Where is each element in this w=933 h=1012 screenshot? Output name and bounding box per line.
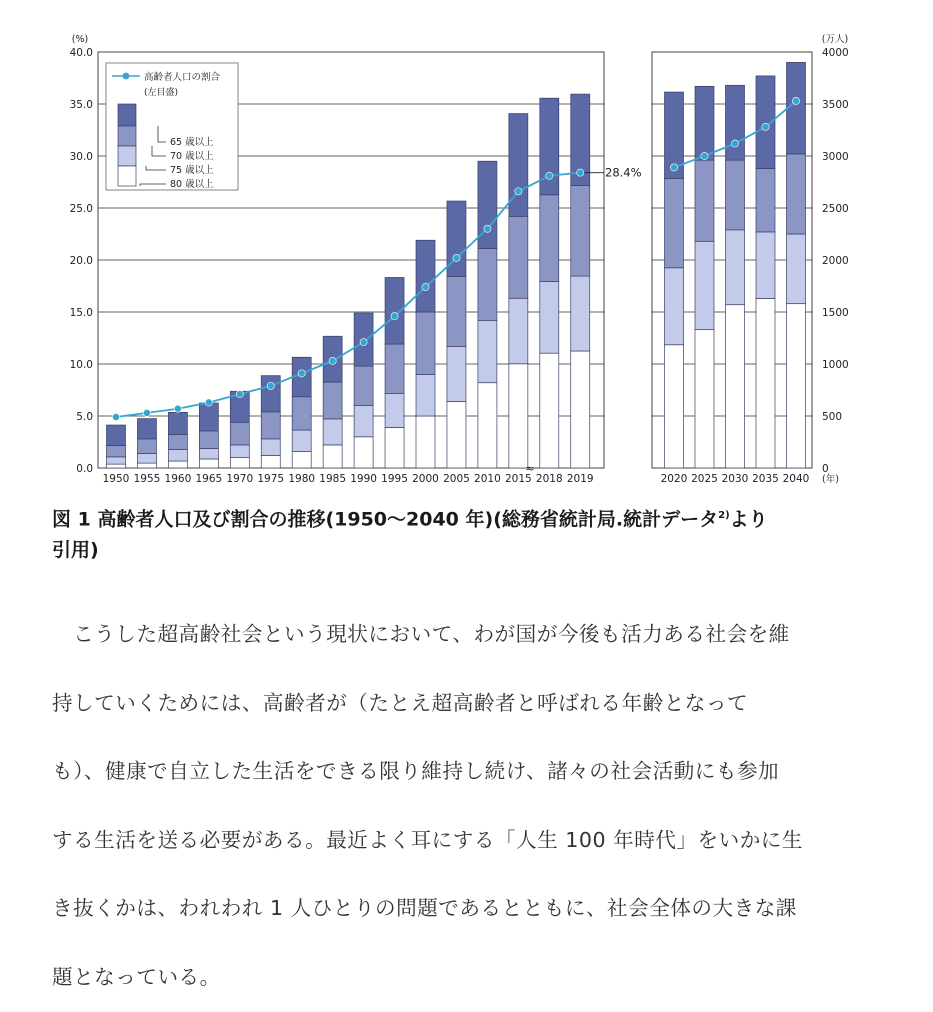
ratio-annotation: 28.4% bbox=[605, 165, 642, 180]
bar-segment-age80plus bbox=[447, 401, 466, 468]
ratio-point bbox=[205, 399, 212, 406]
bar-segment-age75to79 bbox=[107, 457, 126, 464]
x-axis-unit: (年) bbox=[822, 474, 839, 485]
bar-segment-age80plus bbox=[292, 451, 311, 468]
right-axis-tick: 3000 bbox=[822, 151, 849, 163]
right-axis-unit: (万人) bbox=[821, 34, 849, 45]
bar-segment-age65to69 bbox=[726, 85, 745, 160]
legend-swatch-age80plus bbox=[118, 166, 136, 186]
bar-segment-age70to74 bbox=[323, 382, 342, 419]
bar-segment-age70to74 bbox=[665, 178, 684, 267]
ratio-point bbox=[391, 313, 398, 320]
bar-segment-age80plus bbox=[385, 427, 404, 468]
caption-text-line2: 引用) bbox=[52, 539, 99, 562]
ratio-point bbox=[422, 283, 429, 290]
left-axis-tick: 10.0 bbox=[69, 359, 93, 371]
bar-segment-age80plus bbox=[478, 383, 497, 468]
ratio-point bbox=[453, 254, 460, 261]
right-axis-tick: 1000 bbox=[822, 359, 849, 371]
ratio-point bbox=[577, 169, 584, 176]
left-axis-tick: 30.0 bbox=[69, 151, 93, 163]
x-tick-label: 2040 bbox=[782, 473, 810, 485]
bar-segment-age80plus bbox=[540, 353, 559, 468]
left-axis-tick: 35.0 bbox=[69, 99, 93, 111]
ratio-point bbox=[515, 188, 522, 195]
caption-footnote: 2) bbox=[718, 510, 730, 521]
bar-segment-age65to69 bbox=[107, 425, 126, 445]
bar-segment-age65to69 bbox=[137, 419, 156, 439]
bar-segment-age75to79 bbox=[756, 232, 775, 299]
bar-segment-age75to79 bbox=[540, 281, 559, 353]
bar-segment-age75to79 bbox=[787, 234, 806, 304]
x-tick-label: 1995 bbox=[381, 473, 408, 485]
ratio-point bbox=[360, 339, 367, 346]
body-paragraph bbox=[52, 600, 872, 1012]
ratio-point bbox=[112, 413, 119, 420]
bar-segment-age65to69 bbox=[416, 240, 435, 312]
x-tick-label: 2010 bbox=[474, 473, 501, 485]
x-tick-label: 2018 bbox=[535, 473, 563, 485]
bar-segment-age80plus bbox=[509, 364, 528, 468]
ratio-point bbox=[701, 152, 708, 159]
left-axis-tick: 15.0 bbox=[69, 307, 93, 319]
ratio-point bbox=[329, 357, 336, 364]
bar-segment-age70to74 bbox=[509, 216, 528, 298]
chart-panel-2020-2040 bbox=[652, 52, 812, 485]
bar-segment-age70to74 bbox=[416, 312, 435, 374]
bar-segment-age70to74 bbox=[787, 154, 806, 234]
legend-bar-label: 70 歳以上 bbox=[170, 151, 214, 162]
bar-segment-age70to74 bbox=[354, 366, 373, 406]
legend-bar-label: 80 歳以上 bbox=[170, 179, 214, 190]
bar-segment-age75to79 bbox=[665, 268, 684, 345]
bar-segment-age75to79 bbox=[261, 439, 280, 456]
axis-break-mark: ≈ bbox=[525, 462, 535, 475]
x-tick-label: 2020 bbox=[660, 473, 688, 485]
x-tick-label: 1990 bbox=[350, 473, 377, 485]
ratio-point bbox=[236, 391, 243, 398]
ratio-point bbox=[670, 164, 677, 171]
bar-segment-age80plus bbox=[571, 351, 590, 468]
x-tick-label: 1950 bbox=[102, 473, 130, 485]
paragraph-line: も）、健康で自立した生活をできる限り維持し続け、諸々の社会活動にも参加 bbox=[52, 759, 780, 784]
x-tick-label: 1955 bbox=[133, 473, 161, 485]
bar-segment-age75to79 bbox=[509, 298, 528, 364]
legend-line-label: 高齢者人口の割合 bbox=[144, 72, 221, 83]
bar-segment-age65to69 bbox=[787, 62, 806, 154]
bar-segment-age80plus bbox=[416, 416, 435, 468]
ratio-point bbox=[792, 97, 799, 104]
bar-segment-age80plus bbox=[323, 445, 342, 468]
x-tick-label: 2025 bbox=[691, 473, 718, 485]
x-tick-label: 2000 bbox=[412, 473, 439, 485]
bar-segment-age70to74 bbox=[756, 168, 775, 231]
paragraph-line: 持していくためには、高齢者が（たとえ超高齢者と呼ばれる年齢となって bbox=[52, 690, 749, 715]
bar-segment-age65to69 bbox=[509, 114, 528, 217]
ratio-point bbox=[143, 409, 150, 416]
bar-segment-age80plus bbox=[695, 330, 714, 468]
bar-segment-age75to79 bbox=[385, 394, 404, 428]
bar-segment-age75to79 bbox=[137, 453, 156, 463]
bar-segment-age75to79 bbox=[199, 449, 218, 459]
left-axis-tick: 0.0 bbox=[76, 463, 93, 475]
bar-segment-age75to79 bbox=[571, 276, 590, 351]
bar-segment-age70to74 bbox=[447, 277, 466, 347]
caption-text: 図 1 高齢者人口及び割合の推移(1950～2040 年)(総務省統計局.統計データ bbox=[52, 508, 719, 531]
bar-segment-age70to74 bbox=[385, 344, 404, 394]
x-tick-label: 1975 bbox=[257, 473, 285, 485]
x-tick-label: 1965 bbox=[195, 473, 223, 485]
elderly-population-chart bbox=[0, 0, 933, 495]
ratio-point bbox=[267, 382, 274, 389]
right-axis-tick: 0 bbox=[822, 463, 829, 475]
paragraph-line: こうした超高齢社会という現状において、わが国が今後も活力ある社会を維 bbox=[52, 622, 790, 646]
ratio-point bbox=[546, 172, 553, 179]
left-axis-tick: 40.0 bbox=[69, 47, 93, 59]
bar-segment-age75to79 bbox=[416, 374, 435, 416]
ratio-point bbox=[762, 123, 769, 130]
bar-segment-age70to74 bbox=[168, 434, 187, 449]
bar-segment-age80plus bbox=[137, 463, 156, 468]
right-axis-tick: 2500 bbox=[822, 203, 849, 215]
x-tick-label: 1970 bbox=[226, 473, 254, 485]
x-tick-label: 2030 bbox=[721, 473, 749, 485]
bar-segment-age75to79 bbox=[292, 430, 311, 451]
bar-segment-age70to74 bbox=[726, 160, 745, 230]
bar-segment-age70to74 bbox=[540, 195, 559, 282]
bar-segment-age75to79 bbox=[354, 406, 373, 437]
bar-segment-age80plus bbox=[354, 437, 373, 468]
right-axis-tick: 4000 bbox=[822, 47, 849, 59]
legend-swatch-age75to79 bbox=[118, 146, 136, 166]
right-axis-tick: 2000 bbox=[822, 255, 849, 267]
bar-segment-age80plus bbox=[199, 459, 218, 468]
ratio-point bbox=[484, 225, 491, 232]
bar-segment-age70to74 bbox=[292, 397, 311, 430]
chart-legend bbox=[106, 63, 238, 190]
legend-swatch-age65to69 bbox=[118, 104, 136, 126]
bar-segment-age65to69 bbox=[168, 412, 187, 434]
x-tick-label: 2005 bbox=[443, 473, 470, 485]
bar-segment-age80plus bbox=[756, 298, 775, 468]
legend-bar-label: 65 歳以上 bbox=[170, 137, 214, 148]
bar-segment-age70to74 bbox=[107, 445, 126, 456]
legend-point-sample bbox=[123, 73, 130, 80]
bar-segment-age65to69 bbox=[695, 86, 714, 160]
bar-segment-age70to74 bbox=[199, 431, 218, 449]
bar-segment-age75to79 bbox=[695, 241, 714, 329]
bar-segment-age70to74 bbox=[478, 249, 497, 321]
ratio-point bbox=[174, 405, 181, 412]
left-axis-tick: 25.0 bbox=[69, 203, 93, 215]
paragraph-line: き抜くかは、われわれ 1 人ひとりの問題であるとともに、社会全体の大きな課 bbox=[52, 896, 797, 921]
bar-segment-age80plus bbox=[168, 461, 187, 468]
bar-segment-age75to79 bbox=[168, 450, 187, 461]
bar-segment-age80plus bbox=[726, 305, 745, 468]
bar-segment-age70to74 bbox=[695, 160, 714, 241]
x-tick-label: 2019 bbox=[566, 473, 594, 485]
left-axis-tick: 20.0 bbox=[69, 255, 93, 267]
bar-segment-age70to74 bbox=[230, 422, 249, 445]
caption-text-end: より bbox=[729, 508, 768, 531]
x-tick-label: 1980 bbox=[288, 473, 316, 485]
bar-segment-age70to74 bbox=[571, 186, 590, 276]
bar-segment-age80plus bbox=[787, 304, 806, 468]
right-axis-tick: 500 bbox=[822, 411, 843, 423]
bar-segment-age65to69 bbox=[199, 403, 218, 431]
right-axis-tick: 1500 bbox=[822, 307, 849, 319]
legend-swatch-age70to74 bbox=[118, 126, 136, 146]
bar-segment-age80plus bbox=[665, 345, 684, 468]
bar-segment-age65to69 bbox=[540, 98, 559, 195]
bar-segment-age75to79 bbox=[447, 346, 466, 401]
x-tick-label: 2015 bbox=[504, 473, 532, 485]
bar-segment-age75to79 bbox=[478, 320, 497, 382]
left-axis-tick: 5.0 bbox=[76, 411, 93, 423]
ratio-point bbox=[298, 370, 305, 377]
bar-segment-age75to79 bbox=[726, 230, 745, 305]
figure-caption bbox=[52, 500, 882, 566]
ratio-point bbox=[731, 140, 738, 147]
bar-segment-age75to79 bbox=[323, 419, 342, 445]
right-axis-tick: 3500 bbox=[822, 99, 849, 111]
paragraph-line: 題となっている。 bbox=[52, 964, 221, 989]
x-tick-label: 1985 bbox=[319, 473, 347, 485]
paragraph-line: する生活を送る必要がある。最近よく耳にする「人生 100 年時代」をいかに生 bbox=[52, 827, 803, 852]
legend-bar-label: 75 歳以上 bbox=[170, 165, 214, 176]
bar-segment-age70to74 bbox=[137, 439, 156, 454]
left-axis-unit: (%) bbox=[71, 34, 89, 45]
bar-segment-age65to69 bbox=[261, 376, 280, 412]
legend-line-sublabel: (左目盛) bbox=[144, 88, 179, 98]
bar-segment-age80plus bbox=[261, 456, 280, 468]
x-tick-label: 1960 bbox=[164, 473, 192, 485]
bar-segment-age70to74 bbox=[261, 412, 280, 439]
bar-segment-age80plus bbox=[107, 464, 126, 468]
x-tick-label: 2035 bbox=[752, 473, 779, 485]
bar-segment-age75to79 bbox=[230, 445, 249, 458]
bar-segment-age80plus bbox=[230, 458, 249, 468]
